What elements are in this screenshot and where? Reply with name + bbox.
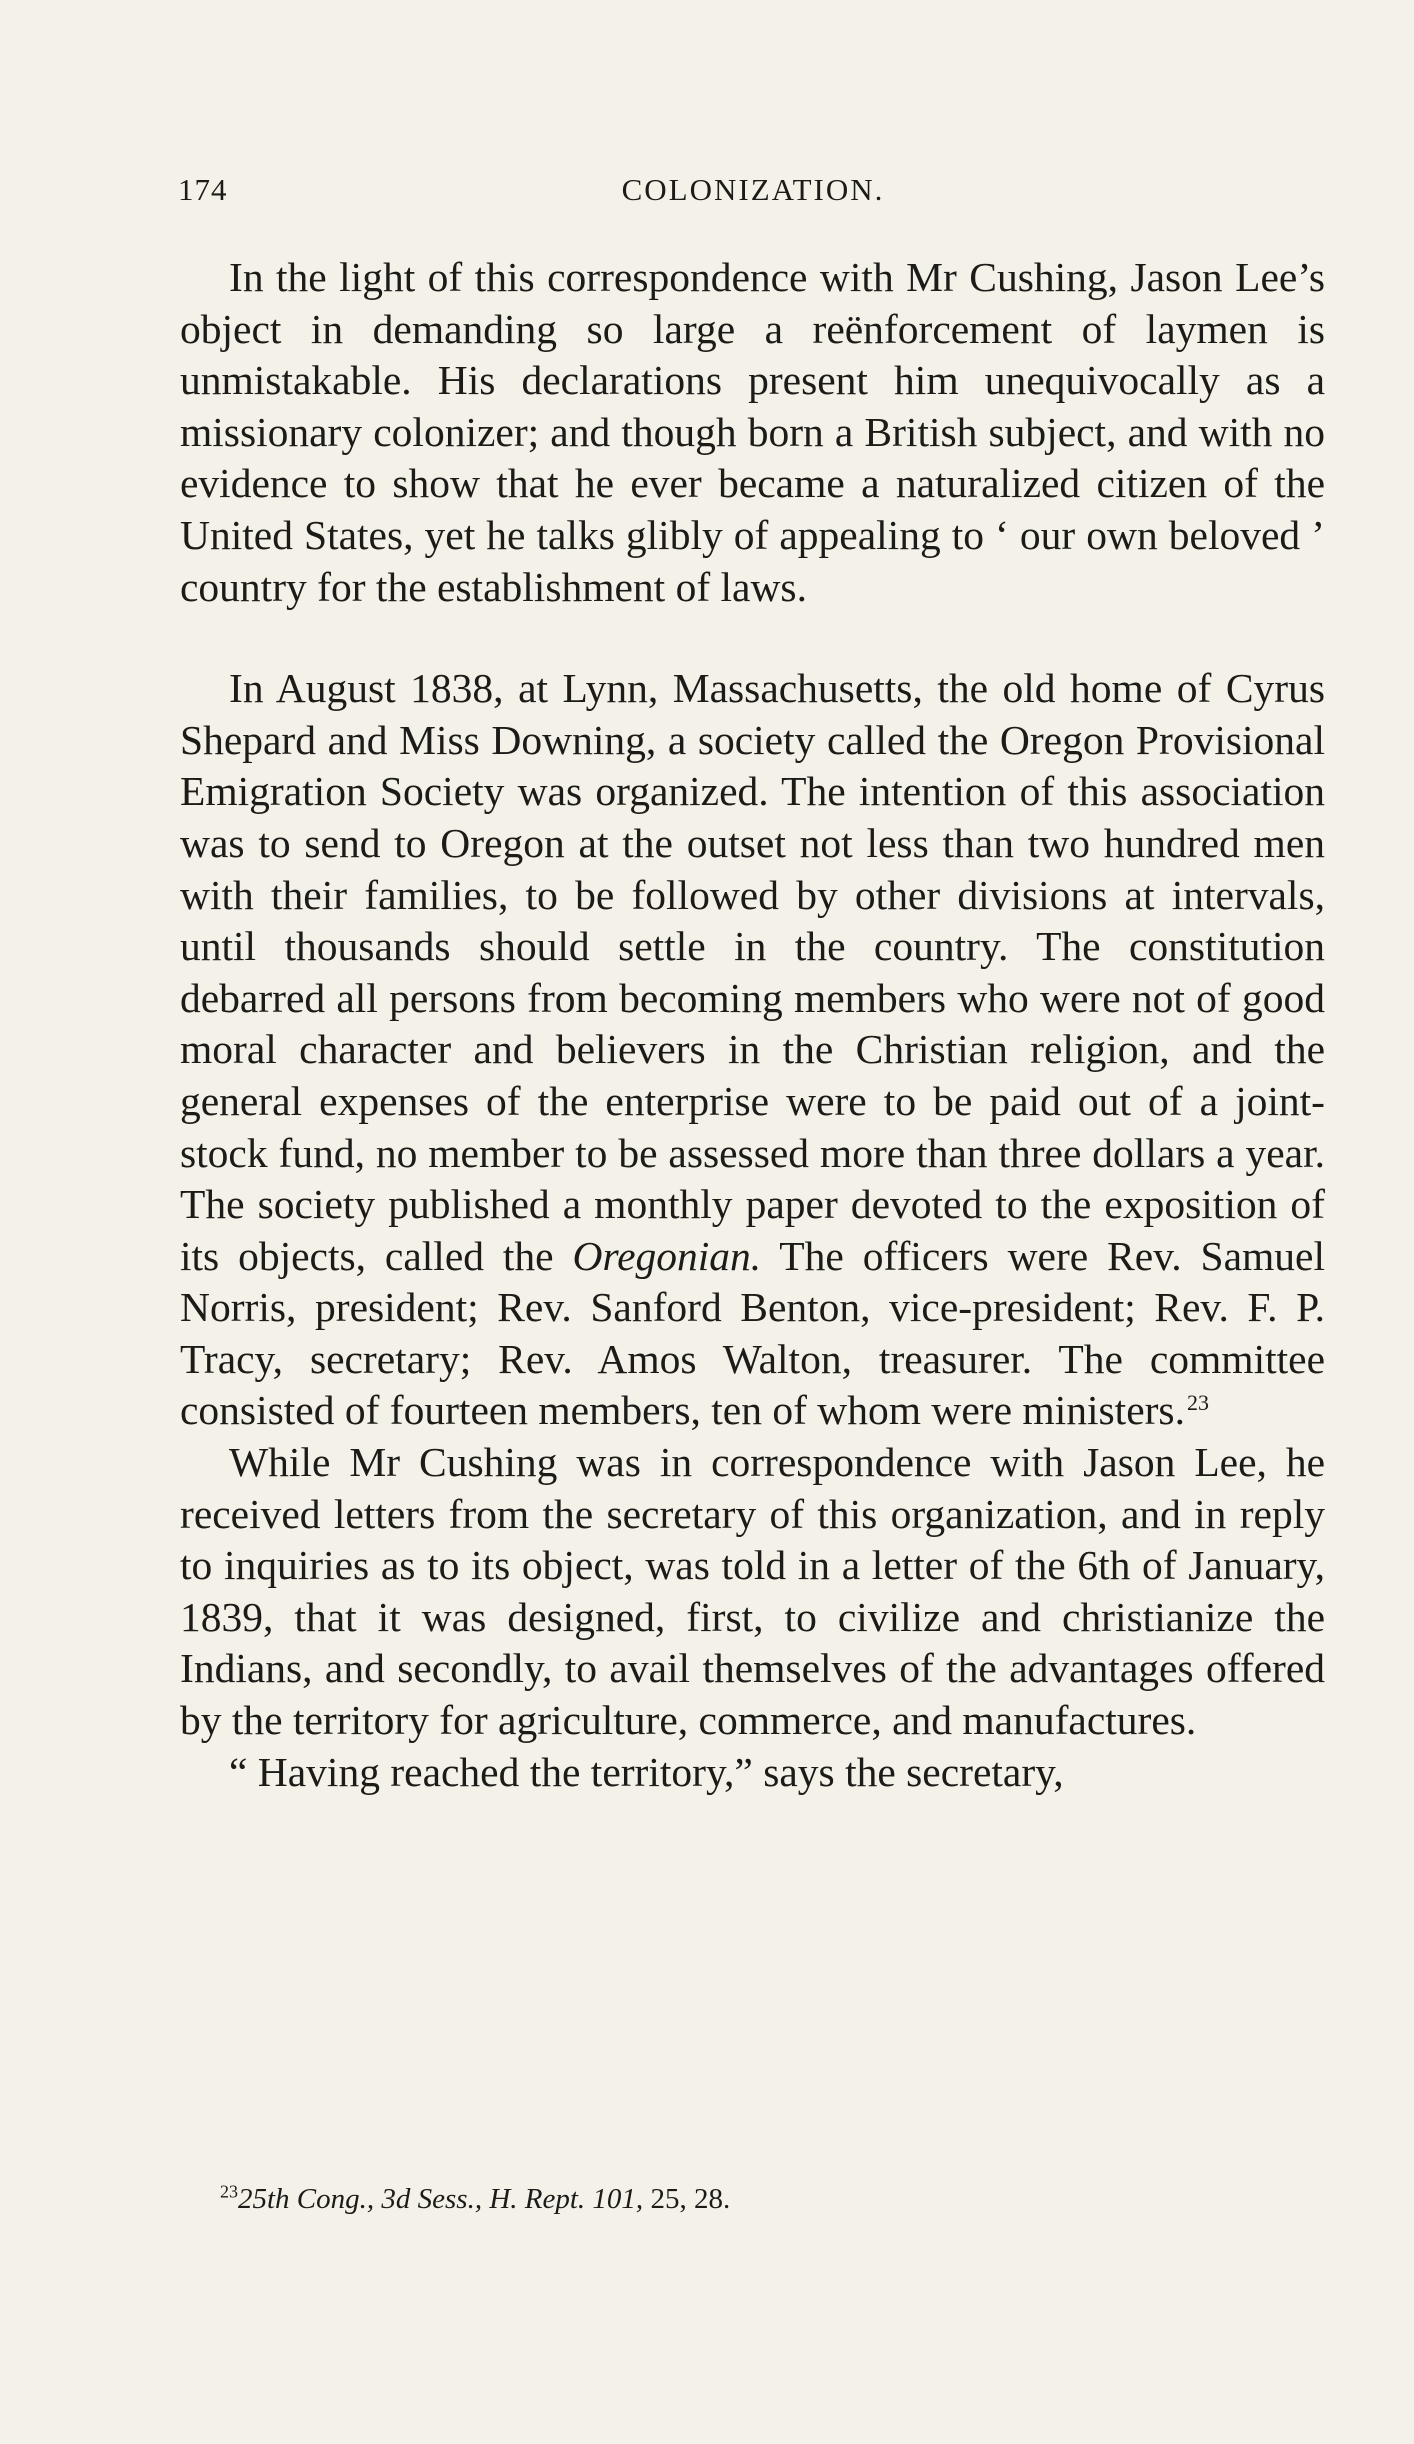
footnote-reference: 23 bbox=[1186, 1389, 1209, 1415]
paragraph-jason-lee: In the light of this correspondence with Mr Cushing, Jason Lee’s object in demanding so large a reënforcement of laymen is unmistakable. His declarations present him unequivocally as a missionary colonizer; and though born a British subject, and with no evidence to show that he ever became a naturalized citizen of the United States, yet he talks glibly of appealing to ‘ our own beloved ’ country for the establishment of laws. bbox=[180, 254, 1325, 610]
newspaper-title: Oregonian. bbox=[572, 1232, 762, 1279]
body-text bbox=[180, 252, 1325, 1798]
paragraph-text-end: The officers were Rev. Samuel Norris, president; Rev. Sanford Benton, vice-president; Rev. F. P. Tracy, secretary; Rev. Amos Walton, treasurer. The committee consisted of fourteen members, ten of whom were ministers. bbox=[180, 1232, 1325, 1434]
paragraph-secretary-quote: “ Having reached the territory,” says the secretary, bbox=[229, 1748, 1064, 1795]
footnote-mark: 23 bbox=[220, 2181, 238, 2202]
running-head bbox=[178, 172, 1328, 222]
footnote-citation: 25th Cong., 3d Sess., H. Rept. 101, bbox=[238, 2183, 644, 2215]
paragraph-emigration-society bbox=[180, 663, 1325, 1437]
page-number: 174 bbox=[178, 172, 228, 207]
footnote-pages: 25, 28. bbox=[643, 2183, 731, 2215]
footnote bbox=[220, 2182, 1320, 2216]
paragraph-cushing-correspondence: While Mr Cushing was in correspondence with Jason Lee, he received letters from the secretary of this organization, and in reply to inquiries as to its object, was told in a letter of the 6th of January, 1839, that it was designed, first, to civilize and christianize the Indians, and secondly, to avail themselves of the advantages offered by the territory for agriculture, commerce, and manufactures. bbox=[180, 1439, 1325, 1744]
paragraph-text-start: In August 1838, at Lynn, Massachusetts, the old home of Cyrus Shepard and Miss Downing, a society called the Oregon Provisional Emigration Society was organized. The intention of this association was to send to Oregon at the outset not less than two hundred men with their families, to be followed by other divisions at intervals, until thousands should settle in the country. The constitution debarred all persons from becoming members who were not of good moral character and believers in the Christian religion, and the general expenses of the enterprise were to be paid out of a joint-stock fund, no member to be assessed more than three dollars a year. The society published a monthly paper devoted to the exposition of its objects, called the bbox=[180, 665, 1325, 1279]
running-title: COLONIZATION. bbox=[621, 172, 885, 207]
